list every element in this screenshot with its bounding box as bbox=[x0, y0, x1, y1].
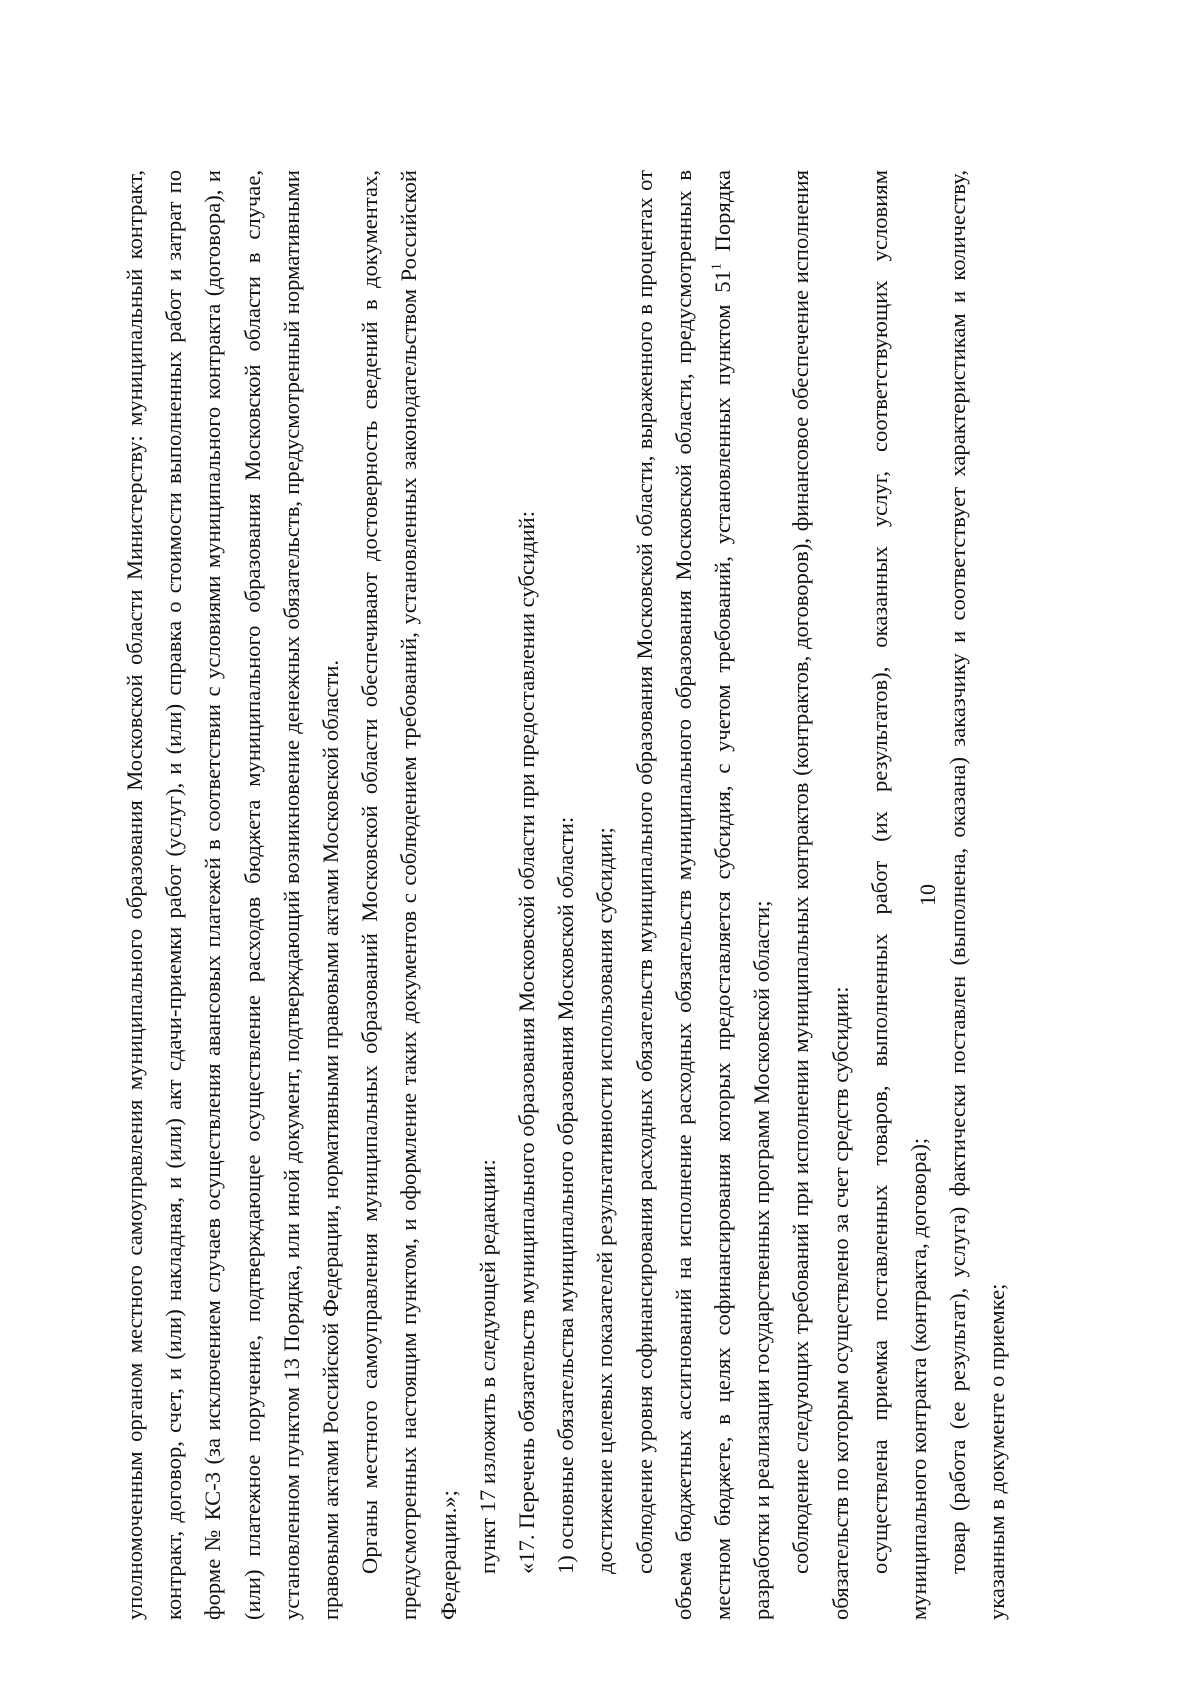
paragraph-7-text-before: соблюдение уровня софинансирования расходных обязательств муниципального образования Московской области, выраженного в процентах от объема бюджетных ассигнований на исполнение расходных обязательств муниципального образования Московской области, предусмотренных в местном бюджете, в целях софинансирования которых предоставляется субсидия, с учетом требований, установленных пунктом 51 bbox=[631, 170, 736, 1620]
document-body bbox=[115, 170, 1017, 1620]
paragraph-7 bbox=[625, 170, 782, 1620]
paragraph-5: 1) основные обязательства муниципального образования Московской области: bbox=[553, 816, 579, 1574]
paragraph-4: «17. Перечень обязательств муниципального образования Московской области при предоставлении субсидий: bbox=[514, 511, 540, 1574]
paragraph-8: соблюдение следующих требований при исполнении муниципальных контрактов (контрактов, договоров), финансовое обеспечение исполнения обязательств по которым осуществлено за счет средств субсидии: bbox=[788, 170, 853, 1620]
paragraph-6: достижение целевых показателей результативности использования субсидии; bbox=[592, 827, 618, 1574]
paragraph-9: осуществлена приемка поставленных товаров, выполненных работ (их результатов), оказанных услуг, соответствующих условиям муниципального контракта (контракта, договора); bbox=[866, 170, 932, 1620]
superscript-index: 1 bbox=[708, 263, 724, 271]
rotated-landscape-page bbox=[115, 170, 1065, 1620]
page-number: 10 bbox=[915, 884, 940, 906]
paragraph-1: уполномоченным органом местного самоуправления муниципального образования Московской области Министерству: муниципальный контракт, контракт, договор, счет, и (или) накладная, и (или) акт сдачи-приемки работ (услуг), и (или) справка о стоимости выполненных работ и затрат по форме № КС-3 (за исключением случаев осуществления авансовых платежей в соответствии с условиями муниципального контракта (договора), и (или) платежное поручение, подтверждающее осуществление расходов бюджета муниципального образования Московской области в случае, установленном пунктом 13 Порядка, или иной документ, подтверждающий возникновение денежных обязательств, предусмотренный нормативными правовыми актами Российской Федерации, нормативными правовыми актами Московской области. bbox=[122, 170, 344, 1620]
paragraph-2: Органы местного самоуправления муниципальных образований Московской области обеспечивают достоверность сведений в документах, предусмотренных настоящим пунктом, и оформление таких документов с соблюдением требований, установленных законодательством Российской Федерации.»; bbox=[357, 170, 461, 1620]
paragraph-3: пункт 17 изложить в следующей редакции: bbox=[474, 1159, 500, 1574]
paragraph-7-text-after: Порядка разработки и реализации государственных программ Московской области; bbox=[710, 170, 775, 1620]
paragraph-10: товар (работа (ее результат), услуга) фактически поставлен (выполнена, оказана) заказчику и соответствует характеристикам и количеству, указанным в документе о приемке; bbox=[945, 170, 1010, 1620]
